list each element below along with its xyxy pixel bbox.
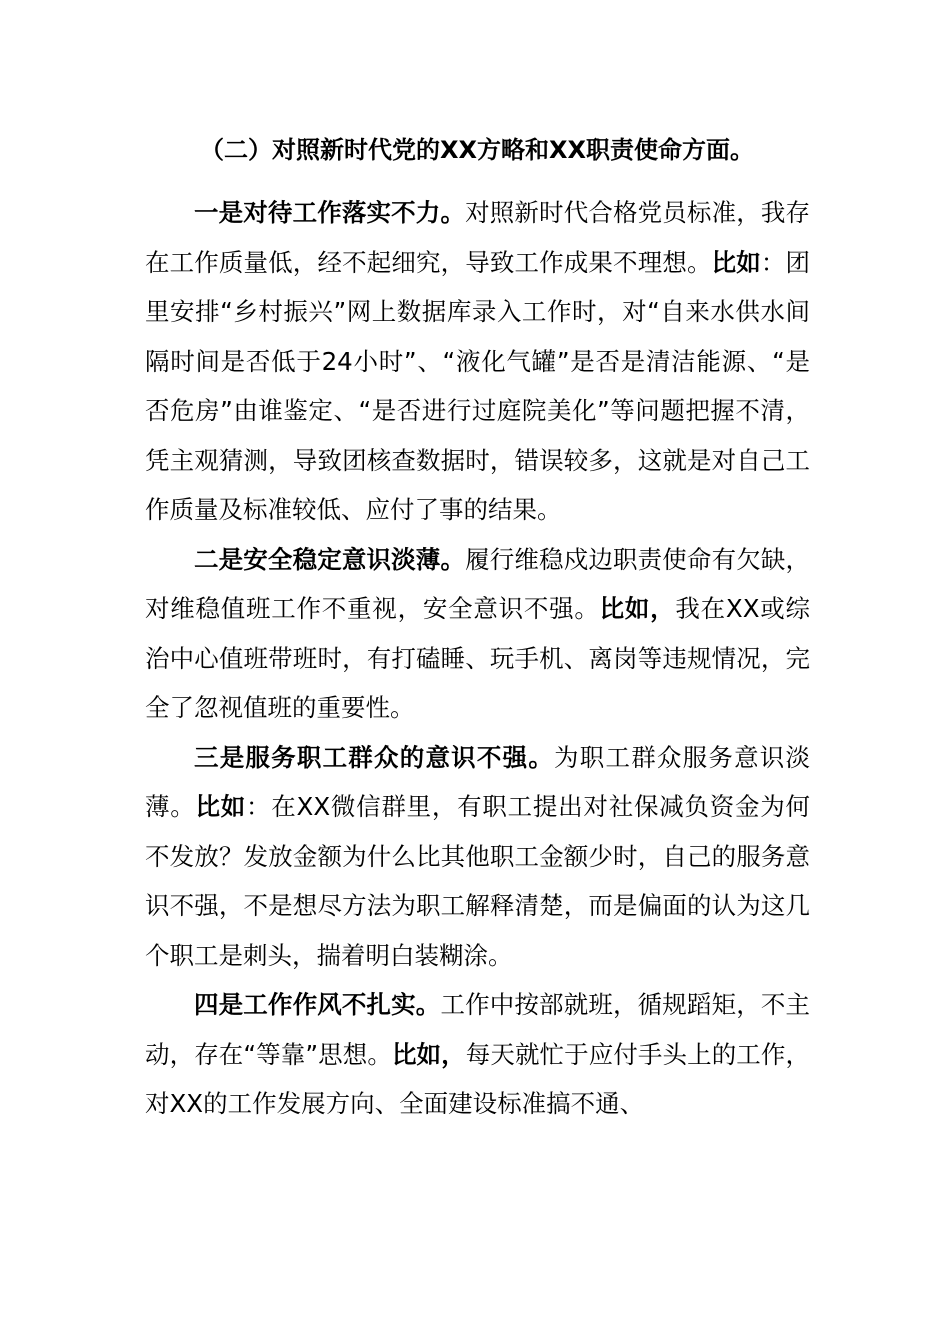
- paragraph-4-example-text: 每天就忙于应付手头上的工作，对XX的工作发展方向、全面建设标准搞不通、: [145, 1039, 811, 1118]
- paragraph-1: [145, 188, 810, 535]
- paragraph-1-lead: 一是对待工作落实不力。: [194, 198, 466, 227]
- paragraph-2-text: 履行维稳戍边职责使命有欠缺，对维稳值班工作不重视，安全意识不强。: [145, 544, 811, 623]
- section-heading: （二）对照新时代党的XX方略和XX职责使命方面。: [200, 136, 755, 164]
- paragraph-4: [145, 980, 810, 1129]
- paragraph-2: [145, 535, 810, 733]
- paragraph-2-example-text: 我在XX或综治中心值班带班时，有打磕睡、玩手机、离岗等违规情况，完全了忽视值班的重要性。: [145, 594, 811, 722]
- paragraph-1-example-label: 比如: [711, 247, 761, 277]
- paragraph-3-example-text: ：在XX微信群里，有职工提出对社保减负资金为何不发放？发放金额为什么比其他职工金额少时，自己的服务意识不强，不是想尽方法为职工解释清楚，而是偏面的认为这几个职工是刺头，揣着明白装糊涂。: [145, 792, 810, 970]
- paragraph-3-lead: 三是服务职工群众的意识不强。: [194, 742, 555, 772]
- paragraph-4-example-label: 比如，: [391, 1039, 466, 1069]
- paragraph-1-example-text: ：团里安排“乡村振兴”网上数据库录入工作时，对“自来水供水间隔时间是否低于24小时”、“液化气罐”是否是清洁能源、“是否危房”由谁鉴定、“是否进行过庭院美化”等问题把握不清，凭主观猜测，导致团核查数据时，错误较多，这就是对自己工作质量及标准较低、应付了事的结果。: [145, 247, 811, 524]
- paragraph-3: [145, 733, 810, 981]
- document-body: [145, 188, 810, 1129]
- paragraph-2-example-label: 比如，: [599, 594, 676, 623]
- paragraph-4-lead: 四是工作作风不扎实。: [194, 990, 441, 1019]
- paragraph-3-example-label: 比如: [195, 792, 247, 821]
- paragraph-4-text: 工作中按部就班，循规蹈矩，不主动，存在“等靠”思想。: [145, 990, 811, 1069]
- paragraph-2-lead: 二是安全稳定意识淡薄。: [194, 544, 466, 574]
- paragraph-3-text: 为职工群众服务意识淡薄。: [145, 742, 811, 821]
- paragraph-1-text: 对照新时代合格党员标准，我存在工作质量低，经不起细究，导致工作成果不理想。: [145, 198, 811, 277]
